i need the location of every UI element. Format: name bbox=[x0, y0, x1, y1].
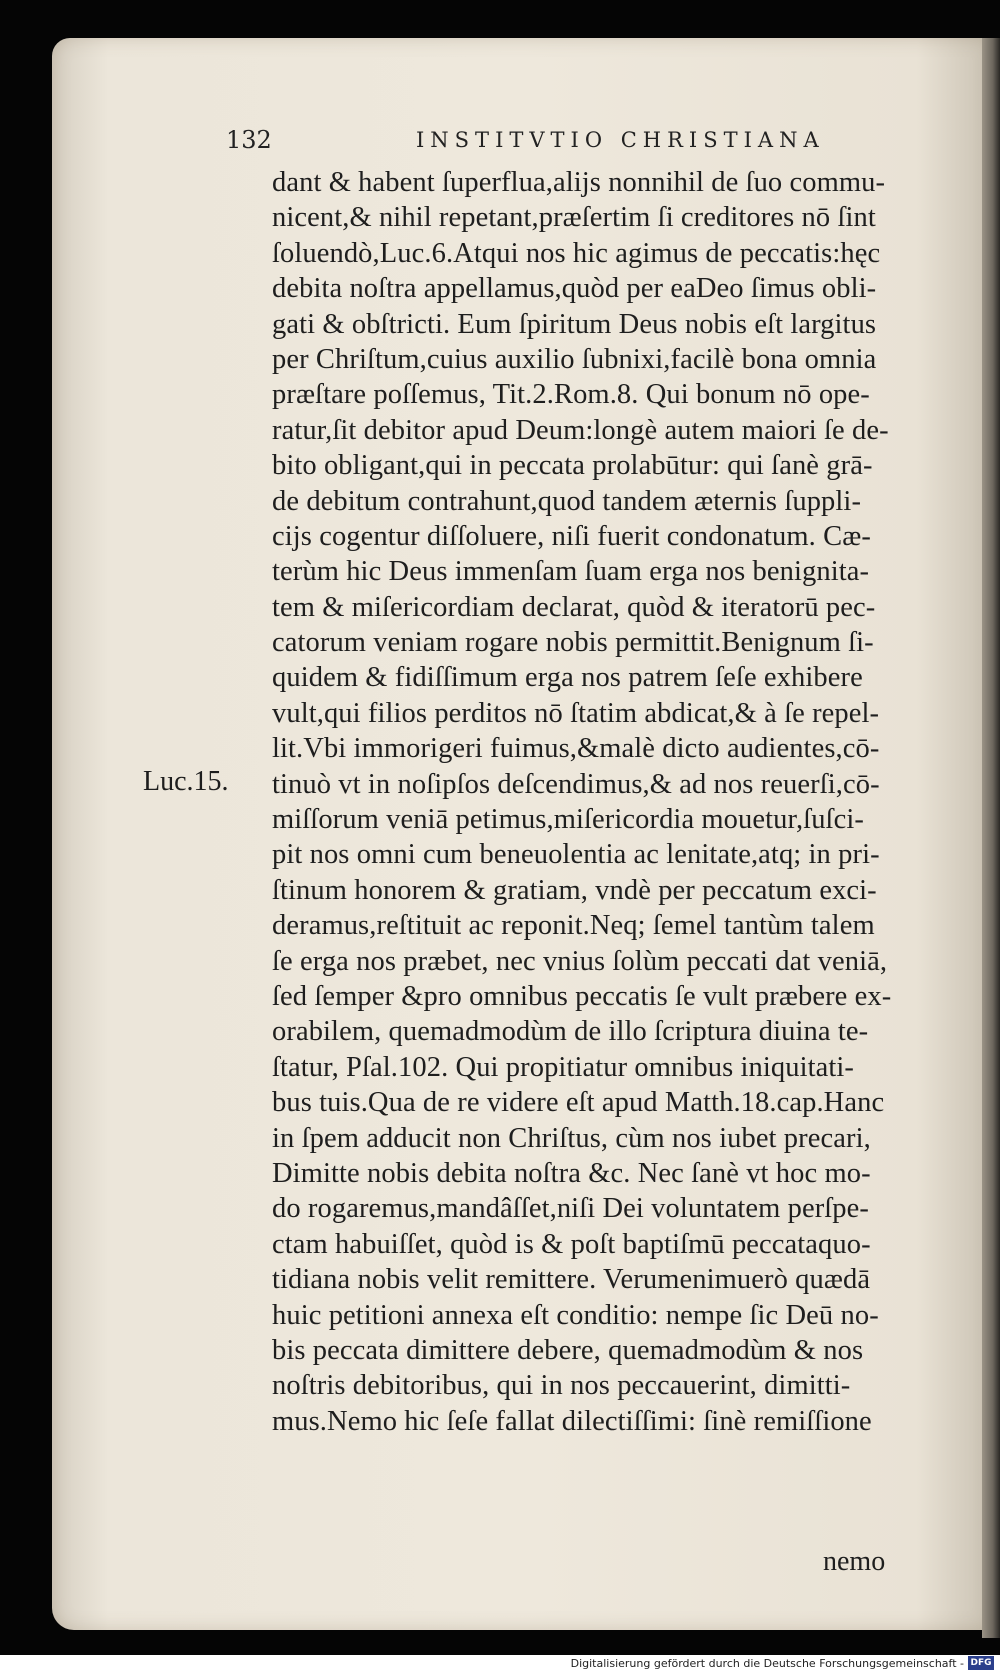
funding-credit: Digitalisierung gefördert durch die Deutsche Forschungsgemeinschaft - bbox=[570, 1657, 964, 1670]
text-line: orabilem, quemadmodùm de illo ſcriptura diuina te- bbox=[272, 1016, 869, 1048]
page-header bbox=[226, 126, 960, 162]
text-line: Dimitte nobis debita noſtra &c. Nec ſanè vt hoc mo- bbox=[272, 1157, 871, 1189]
text-line: terùm hic Deus immenſam ſuam erga nos benignita- bbox=[272, 556, 870, 588]
page-edge bbox=[982, 38, 1000, 1638]
text-line: ſtatur, Pſal.102. Qui propitiatur omnibus iniquitati- bbox=[272, 1051, 855, 1083]
running-head: INSTITVTIO CHRISTIANA bbox=[416, 128, 825, 152]
text-line: ſed ſemper &pro omnibus peccatis ſe vult præbere ex- bbox=[272, 980, 892, 1012]
text-line: per Chriſtum,cuius auxilio ſubnixi,facilè bona omnia bbox=[272, 343, 877, 375]
text-line: bus tuis.Qua de re videre eſt apud Matth.18.cap.Hanc bbox=[272, 1087, 885, 1119]
text-line: tem & miſericordiam declarat, quòd & iteratorū pec- bbox=[272, 591, 876, 623]
text-line: ratur,ſit debitor apud Deum:longè autem maiori ſe de- bbox=[272, 414, 889, 446]
text-line: ctam habuiſſet, quòd is & poſt baptiſmū peccataquo- bbox=[272, 1228, 871, 1260]
text-line: præſtare poſſemus, Tit.2.Rom.8. Qui bonum nō ope- bbox=[272, 379, 870, 411]
text-line: gati & obſtricti. Eum ſpiritum Deus nobis eſt largitus bbox=[272, 308, 877, 340]
text-line: nicent,& nihil repetant,præſertim ſi creditores nō ſint bbox=[272, 202, 876, 234]
text-line: ſe erga nos præbet, nec vnius ſolùm peccati dat veniā, bbox=[272, 945, 888, 977]
text-line: mus.Nemo hic ſeſe fallat dilectiſſimi: ſinè remiſſione bbox=[272, 1405, 872, 1437]
text-line: ſoluendò,Luc.6.Atqui nos hic agimus de peccatis:hęc bbox=[272, 237, 881, 269]
text-line: cijs cogentur diſſoluere, niſi fuerit condonatum. Cæ- bbox=[272, 520, 871, 552]
text-line: tinuò vt in noſipſos deſcendimus,& ad nos reuerſi,cō- bbox=[272, 768, 880, 800]
catchword: nemo bbox=[823, 1546, 886, 1577]
text-line: huic petitioni annexa eſt conditio: nempe ſic Deū no- bbox=[272, 1299, 879, 1331]
text-line: noſtris debitoribus, qui in nos peccauerint, dimitti- bbox=[272, 1370, 851, 1402]
body-text bbox=[272, 165, 952, 1439]
text-line: ſtinum honorem & gratiam, vndè per peccatum exci- bbox=[272, 874, 877, 906]
text-line: pit nos omni cum beneuolentia ac lenitate,atq; in pri- bbox=[272, 839, 880, 871]
text-line: bis peccata dimittere debere, quemadmodùm & nos bbox=[272, 1334, 864, 1366]
text-line: bito obligant,qui in peccata prolabūtur: qui ſanè grā- bbox=[272, 450, 873, 482]
text-line: catorum veniam rogare nobis permittit.Benignum ſi- bbox=[272, 627, 874, 659]
text-line: vult,qui filios perditos nō ſtatim abdicat,& à ſe repel- bbox=[272, 697, 880, 729]
text-line: miſſorum veniā petimus,miſericordia mouetur,ſuſci- bbox=[272, 804, 864, 836]
text-line: dant & habent ſuperflua,alijs nonnihil de ſuo commu- bbox=[272, 167, 886, 198]
text-line: do rogaremus,mandâſſet,niſi Dei voluntatem perſpe- bbox=[272, 1193, 869, 1225]
text-line: de debitum contrahunt,quod tandem æternis ſuppli- bbox=[272, 485, 862, 517]
text-line: debita noſtra appellamus,quòd per eaDeo ſimus obli- bbox=[272, 273, 877, 305]
margin-note: Luc.15. bbox=[143, 766, 229, 797]
text-line: quidem & fidiſſimum erga nos patrem ſeſe exhibere bbox=[272, 662, 863, 694]
dfg-logo: DFG bbox=[968, 1656, 994, 1670]
text-line: tidiana nobis velit remittere. Verumenimuerò quædā bbox=[272, 1264, 871, 1296]
text-line: in ſpem adducit non Chriſtus, cùm nos iubet precari, bbox=[272, 1122, 871, 1154]
page-number: 132 bbox=[226, 126, 272, 154]
text-line: lit.Vbi immorigeri fuimus,&malè dicto audientes,cō- bbox=[272, 733, 880, 765]
text-line: deramus,reſtituit ac reponit.Neq; ſemel tantùm talem bbox=[272, 910, 875, 942]
